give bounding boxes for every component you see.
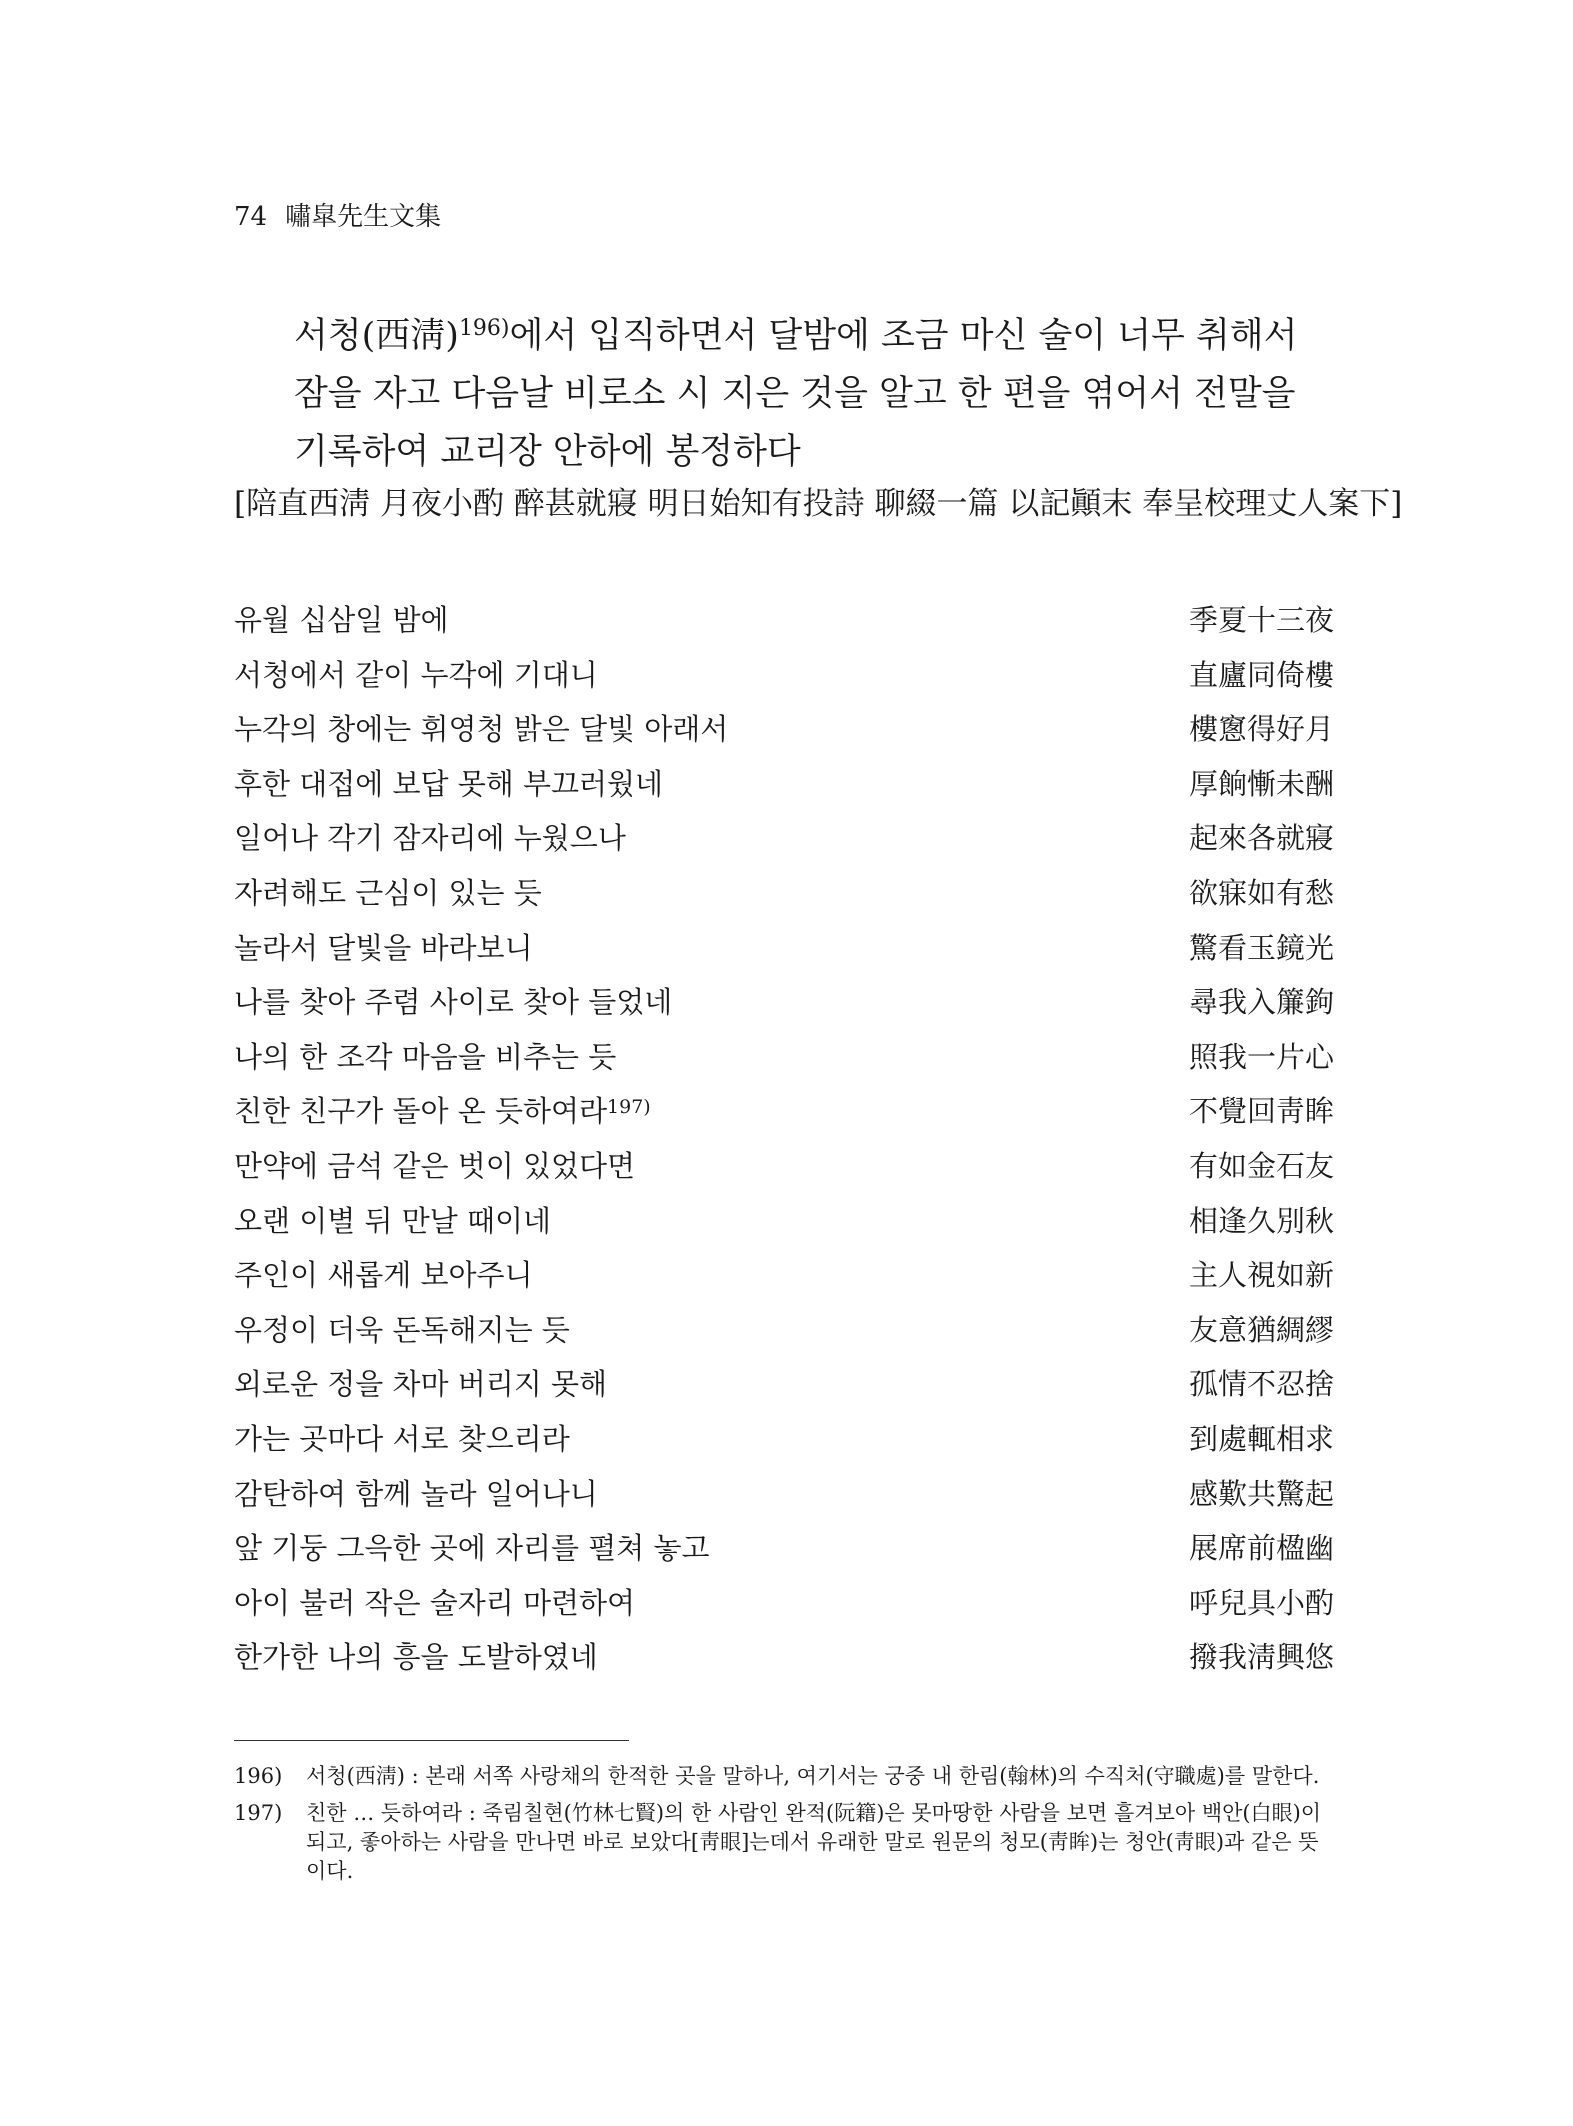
poem-line [234,1199,1334,1254]
poem-line-korean [234,816,626,857]
poem-line-chinese: 照我一片心 [1188,1039,1334,1074]
korean-text: 서청에서 같이 누각에 기대니 [234,657,598,692]
korean-text: 앞 기둥 그윽한 곳에 자리를 펼쳐 놓고 [234,1531,710,1566]
korean-text: 놀라서 달빛을 바라보니 [234,930,533,965]
footnote-divider [234,1740,629,1741]
korean-text: 가는 곳마다 서로 찾으리라 [234,1421,570,1456]
poem-line-chinese: 孤情不忍捨 [1188,1367,1334,1402]
korean-text: 아이 불러 작은 술자리 마련하여 [234,1585,636,1620]
footnote-label: 196) [234,1764,283,1788]
poem-line-chinese: 起來各就寢 [1188,821,1334,856]
footnotes [234,1762,1334,1894]
original-title: [陪直西淸 月夜小酌 醉甚就寢 明日始知有投詩 聊綴一篇 以記顚末 奉呈校理丈人案下] [234,486,1403,522]
poem-line [234,926,1334,981]
footnote [234,1762,1334,1791]
poem-line-chinese: 驚看玉鏡光 [1188,930,1334,965]
korean-text: 후한 대접에 보답 못해 부끄러웠네 [234,766,664,801]
poem-line-chinese: 尋我入簾鉤 [1188,985,1334,1020]
footnote-ref-196[interactable]: 196) [458,316,510,341]
poem-line-korean [234,1144,635,1185]
poem-line-korean [234,1526,710,1567]
poem-line-chinese: 主人視如新 [1188,1258,1334,1293]
poem-line-chinese: 樓窻得好月 [1188,712,1334,747]
poem-line [234,1035,1334,1090]
korean-text: 한가한 나의 흥을 도발하였네 [234,1640,598,1675]
poem-line-korean [234,1199,551,1240]
poem-line-chinese: 呼兒具小酌 [1188,1585,1334,1620]
footnote-text: 서청(西淸) : 본래 서쪽 사랑채의 한적한 곳을 말하나, 여기서는 궁중 내 한림(翰林)의 수직처(守職處)를 말한다. [306,1764,1320,1788]
poem-line-korean [234,1308,570,1349]
poem-line-korean [234,1253,533,1294]
poem-line [234,871,1334,926]
poem-line [234,653,1334,708]
korean-text: 외로운 정을 차마 버리지 못해 [234,1367,608,1402]
running-header [234,196,441,233]
korean-text: 일어나 각기 잠자리에 누웠으나 [234,821,626,856]
poem-line [234,1089,1334,1144]
poem-line-korean [234,598,449,639]
korean-text: 나의 한 조각 마음을 비추는 듯 [234,1039,617,1074]
footnote-ref-197[interactable]: 197) [607,1096,651,1119]
poem-line-chinese: 不覺回靑眸 [1188,1094,1334,1129]
poem-line-korean [234,653,598,694]
poem-line-korean [234,1362,607,1403]
footnote-text: 친한 … 듯하여라 : 죽림칠현(竹林七賢)의 한 사람인 완적(阮籍)은 못마땅한 사람을 보면 흘겨보아 백안(白眼)이 되고, 좋아하는 사람을 만나면 바로 보았다[靑眼]는데서 유래한 말로 원문의 청모(靑眸)는 청안(靑眼)과 같은 뜻이다. [306,1801,1322,1883]
poem-line [234,1472,1334,1527]
poem-line-chinese: 欲寐如有愁 [1188,875,1334,910]
poem-line [234,1362,1334,1417]
korean-text: 나를 찾아 주렴 사이로 찾아 들었네 [234,985,673,1020]
korean-text: 누각의 창에는 휘영청 밝은 달빛 아래서 [234,712,729,747]
poem-line-korean [234,926,533,967]
poem-line-chinese: 有如金石友 [1188,1148,1334,1183]
poem-line [234,980,1334,1035]
poem-line [234,1308,1334,1363]
poem-line-korean [234,762,663,803]
poem-title [294,300,1334,481]
poem-line-chinese: 相逢久別秋 [1188,1203,1334,1238]
poem-line-korean [234,707,728,748]
poem-line [234,1526,1334,1581]
poem-line-chinese: 感歎共驚起 [1188,1476,1334,1511]
poem-body [234,598,1334,1690]
poem-line-korean [234,1417,570,1458]
poem-line [234,1417,1334,1472]
korean-text: 주인이 새롭게 보아주니 [234,1258,533,1293]
poem-line-chinese: 友意猶綢繆 [1188,1312,1334,1347]
book-title: 嘯皐先生文集 [285,202,442,232]
poem-line [234,707,1334,762]
poem-line-korean [234,1089,651,1130]
korean-text: 우정이 더욱 돈독해지는 듯 [234,1312,570,1347]
korean-text: 만약에 금석 같은 벗이 있었다면 [234,1148,636,1183]
poem-line-chinese: 直廬同倚樓 [1188,657,1334,692]
page-number: 74 [234,202,268,232]
poem-line [234,762,1334,817]
poem-line-korean [234,1635,598,1676]
poem-line-chinese: 厚餉慚未酬 [1188,766,1334,801]
poem-line [234,1144,1334,1199]
poem-line-chinese: 季夏十三夜 [1188,603,1334,637]
poem-line [234,1581,1334,1636]
poem-line-korean [234,1472,598,1513]
poem-line [234,816,1334,871]
poem-line [234,1253,1334,1308]
poem-line-chinese: 到處輒相求 [1188,1421,1334,1456]
poem-line-korean [234,871,542,912]
poem-line-chinese: 展席前楹幽 [1188,1531,1334,1566]
korean-text: 유월 십삼일 밤에 [234,603,449,637]
korean-text: 감탄하여 함께 놀라 일어나니 [234,1476,598,1511]
korean-text: 자려해도 근심이 있는 듯 [234,875,542,910]
title-part1: 서청(西淸) [294,316,459,356]
korean-text: 오랜 이별 뒤 만날 때이네 [234,1203,552,1238]
poem-line-korean [234,1035,616,1076]
title-part2: 에서 입직하면서 달밤에 조금 마신 술이 너무 취해서 잠을 자고 다음날 비로소 시 지은 것을 알고 한 편을 엮어서 전말을 기록하여 교리장 안하에 봉정하다 [294,316,1298,472]
poem-line-korean [234,1581,635,1622]
poem-line-chinese: 撥我淸興悠 [1188,1640,1334,1675]
footnote [234,1799,1334,1886]
footnote-label: 197) [234,1801,283,1825]
poem-line [234,598,1334,653]
poem-line-korean [234,980,672,1021]
korean-text: 친한 친구가 돌아 온 듯하여라 [234,1094,608,1129]
poem-line [234,1635,1334,1690]
